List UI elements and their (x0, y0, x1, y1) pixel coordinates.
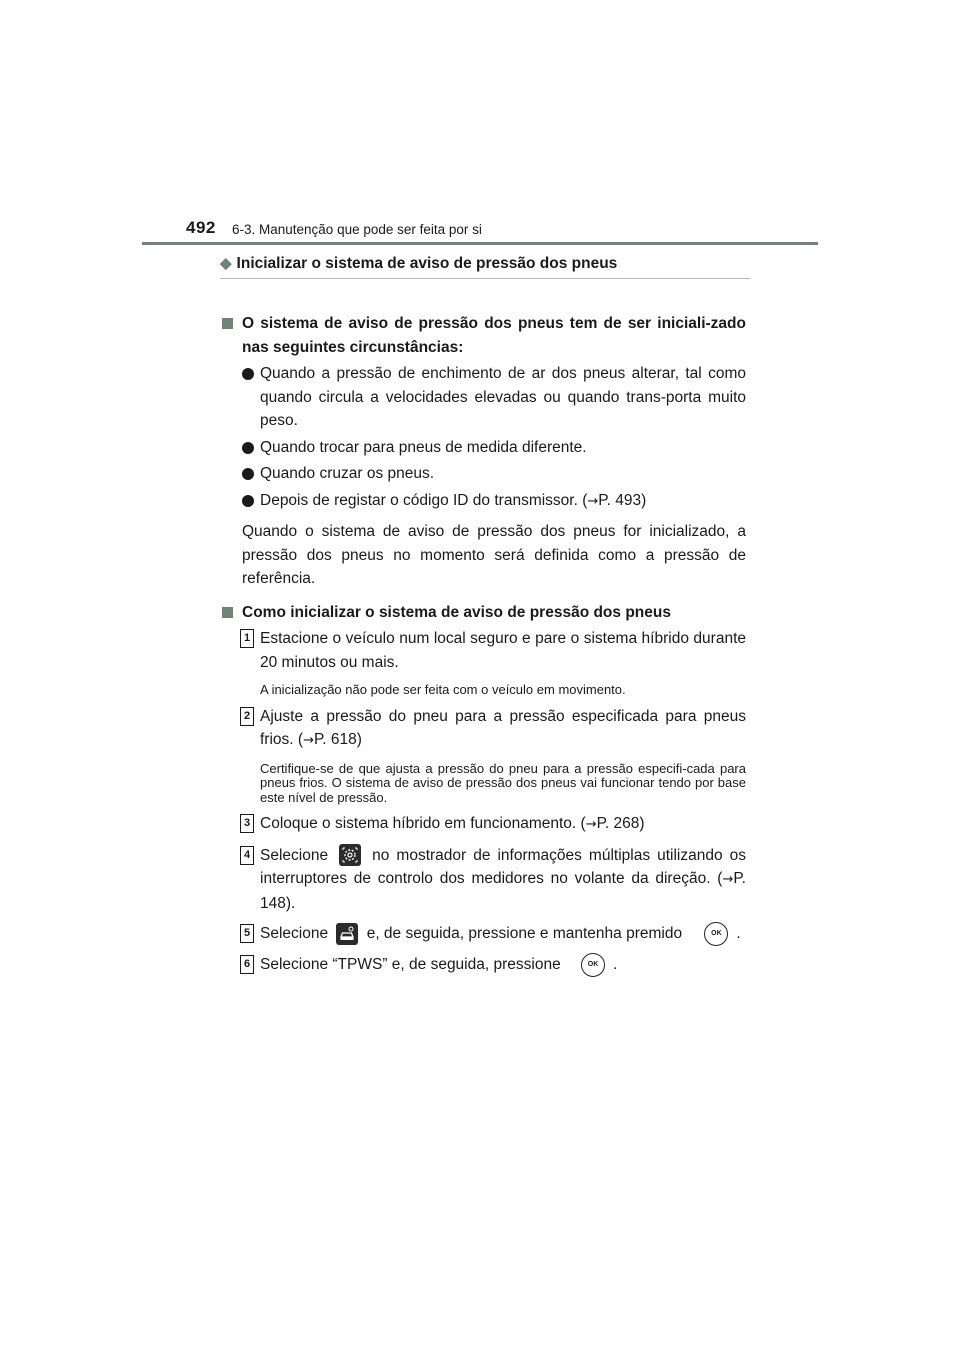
subheading-text: Inicializar o sistema de aviso de pressão dos pneus (236, 255, 618, 272)
step-4 (222, 844, 746, 916)
step-number: 3 (240, 814, 254, 833)
arrow-icon: → (722, 872, 734, 887)
step-number: 6 (240, 955, 254, 974)
diamond-icon: ◆ (220, 255, 232, 272)
step-5 (222, 922, 746, 946)
bullet-icon (242, 495, 254, 507)
list-item-text: Depois de registar o código ID do transmissor. ( (260, 491, 588, 509)
list-item (222, 436, 746, 460)
step-text: . (613, 956, 618, 974)
step-text: . (736, 925, 741, 943)
heading-circumstances (222, 312, 746, 359)
section-title: 6-3. Manutenção que pode ser feita por si (232, 222, 482, 237)
step-3 (222, 812, 746, 837)
page-ref: P. 493) (598, 491, 647, 509)
ok-button-icon: OK (581, 953, 605, 977)
heading-text: Como inicializar o sistema de aviso de pressão dos pneus (242, 603, 671, 621)
square-bullet-icon (222, 607, 233, 618)
step-text: Selecione “TPWS” e, de seguida, pressione (260, 956, 561, 974)
step-text: Selecione (260, 925, 329, 943)
step-text: no mostrador de informações múltiplas utilizando os interruptores de controlo dos medidores no volante da direção. ( (260, 846, 746, 887)
square-bullet-icon (222, 318, 233, 329)
content (222, 312, 746, 977)
settings-gear-icon (339, 844, 361, 866)
step-number: 5 (240, 924, 254, 943)
step-number: 2 (240, 707, 254, 726)
heading-text: O sistema de aviso de pressão dos pneus tem de ser iniciali-zado nas seguintes circunstâncias: (242, 315, 746, 356)
bullet-icon (242, 468, 254, 480)
step-text: Estacione o veículo num local seguro e pare o sistema híbrido durante 20 minutos ou mais. (260, 630, 746, 671)
list-item-text: Quando a pressão de enchimento de ar dos pneus alterar, tal como quando circula a velocidades elevadas ou quando trans-porta muito peso. (260, 365, 746, 429)
gear-icon (339, 844, 361, 866)
header-rule (142, 242, 818, 245)
step-text: e, de seguida, pressione e mantenha premido (366, 925, 683, 943)
step-text: Coloque o sistema híbrido em funcionamento. ( (260, 815, 586, 832)
subheading (220, 254, 750, 279)
step-number: 1 (240, 629, 254, 648)
page-ref: P. 618) (313, 731, 362, 748)
page-ref: P. 268) (596, 815, 645, 832)
step-number: 4 (240, 846, 254, 865)
arrow-icon: → (587, 493, 599, 509)
step-note: Certifique-se de que ajusta a pressão do pneu para a pressão especifi-cada para pneus frios. O sistema de aviso de pressão dos pneus vai funcionar tendo por base este nível de pressão. (260, 760, 746, 805)
list-item (222, 489, 746, 514)
step-2 (222, 705, 746, 753)
page-ref: P. 148). (260, 870, 746, 912)
step-note: A inicialização não pode ser feita com o veículo em movimento. (260, 682, 626, 697)
list-item-text: Quando trocar para pneus de medida diferente. (260, 438, 587, 456)
step-text: Selecione (260, 846, 329, 864)
step-6 (222, 953, 746, 977)
step-text: Ajuste a pressão do pneu para a pressão especificada para pneus frios. ( (260, 707, 746, 748)
list-item-text: Quando cruzar os pneus. (260, 465, 435, 482)
bullet-icon (242, 442, 254, 454)
list-item (222, 462, 746, 486)
page-number: 492 (186, 218, 216, 237)
vehicle-settings-icon (336, 923, 358, 945)
ok-button-icon: OK (704, 922, 728, 946)
heading-how-to-initialize (222, 601, 746, 625)
arrow-icon: → (585, 817, 597, 832)
list-item (222, 362, 746, 433)
bullet-icon (242, 368, 254, 380)
step-1 (222, 627, 746, 674)
reference-paragraph: Quando o sistema de aviso de pressão dos pneus for inicializado, a pressão dos pneus no momento será definida como a pressão de referência. (242, 523, 746, 587)
car-icon (336, 923, 358, 945)
arrow-icon: → (303, 733, 314, 748)
